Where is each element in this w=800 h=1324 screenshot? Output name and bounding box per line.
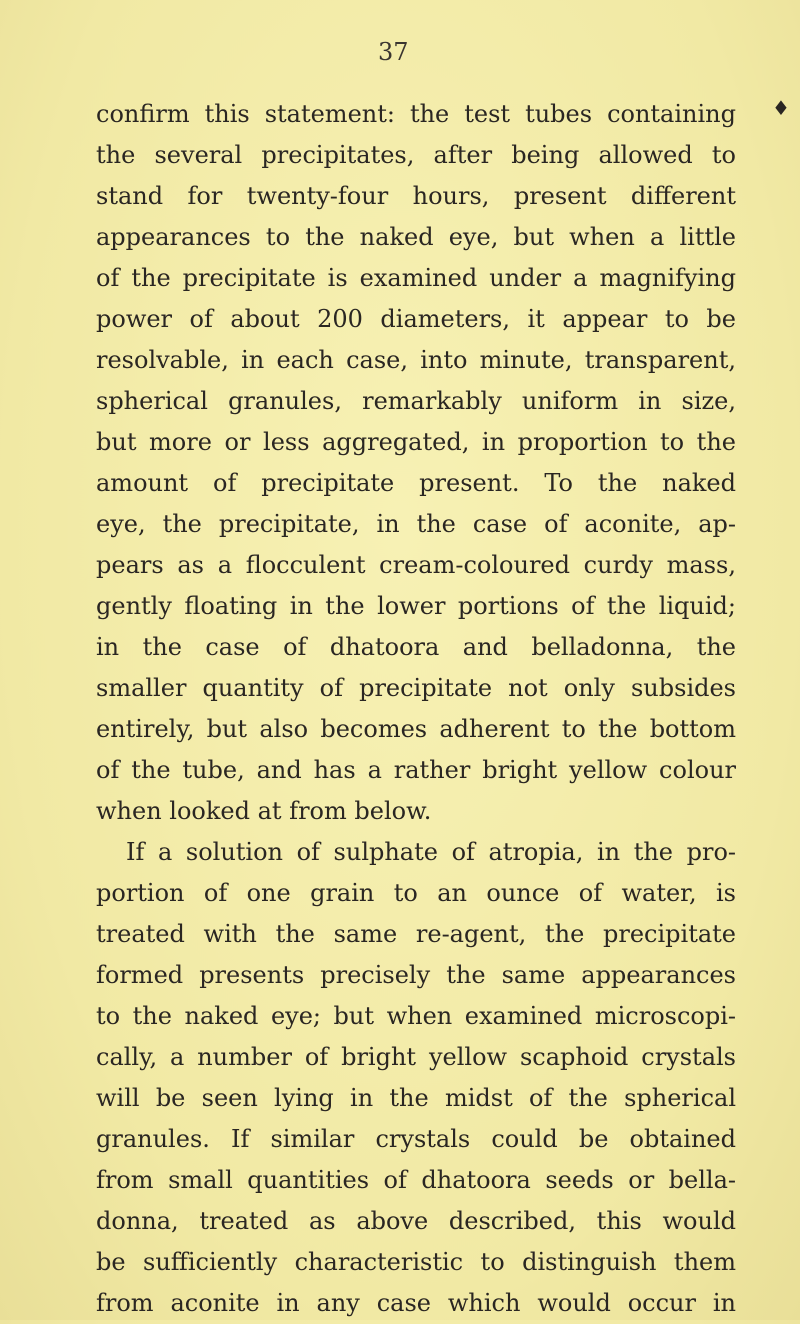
text-line: eye, the precipitate, in the case of aconite, ap- (96, 510, 736, 538)
text-line: smaller quantity of precipitate not only subsides (96, 674, 736, 702)
text-line: pears as a flocculent cream-coloured curdy mass, (96, 551, 736, 579)
text-line: spherical granules, remarkably uniform in size, (96, 387, 736, 415)
page-number: 37 (378, 38, 409, 66)
text-line: resolvable, in each case, into minute, transparent, (96, 346, 736, 374)
text-line: gently floating in the lower portions of the liquid; (96, 592, 736, 620)
text-line: in the case of dhatoora and belladonna, the (96, 633, 736, 661)
text-line: cally, a number of bright yellow scaphoid crystals (96, 1043, 736, 1071)
text-line: donna, treated as above described, this would (96, 1207, 736, 1235)
text-line: of the tube, and has a rather bright yellow colour (96, 756, 736, 784)
text-line: appearances to the naked eye, but when a little (96, 223, 736, 251)
text-line: portion of one grain to an ounce of water, is (96, 879, 736, 907)
text-line: of the precipitate is examined under a magnifying (96, 264, 736, 292)
text-line: from aconite in any case which would occur in (96, 1289, 736, 1317)
text-line: granules. If similar crystals could be obtained (96, 1125, 736, 1153)
text-line: amount of precipitate present. To the naked (96, 469, 736, 497)
text-line: treated with the same re-agent, the precipitate (96, 920, 736, 948)
body-text (96, 94, 736, 1324)
text-line: confirm this statement: the test tubes containing (96, 100, 736, 128)
text-line: from small quantities of dhatoora seeds or bella- (96, 1166, 736, 1194)
text-line: If a solution of sulphate of atropia, in the pro- (126, 838, 736, 866)
text-line: stand for twenty-four hours, present different (96, 182, 736, 210)
text-line: formed presents precisely the same appearances (96, 961, 736, 989)
text-line: to the naked eye; but when examined microscopi- (96, 1002, 736, 1030)
text-line: but more or less aggregated, in proportion to the (96, 428, 736, 456)
text-line: will be seen lying in the midst of the spherical (96, 1084, 736, 1112)
text-line: be sufficiently characteristic to distinguish them (96, 1248, 736, 1276)
text-line: entirely, but also becomes adherent to the bottom (96, 715, 736, 743)
text-line: when looked at from below. (96, 797, 432, 825)
text-line: power of about 200 diameters, it appear to be (96, 305, 736, 333)
text-line: the several precipitates, after being allowed to (96, 141, 736, 169)
margin-mark: ♦ (772, 96, 790, 120)
